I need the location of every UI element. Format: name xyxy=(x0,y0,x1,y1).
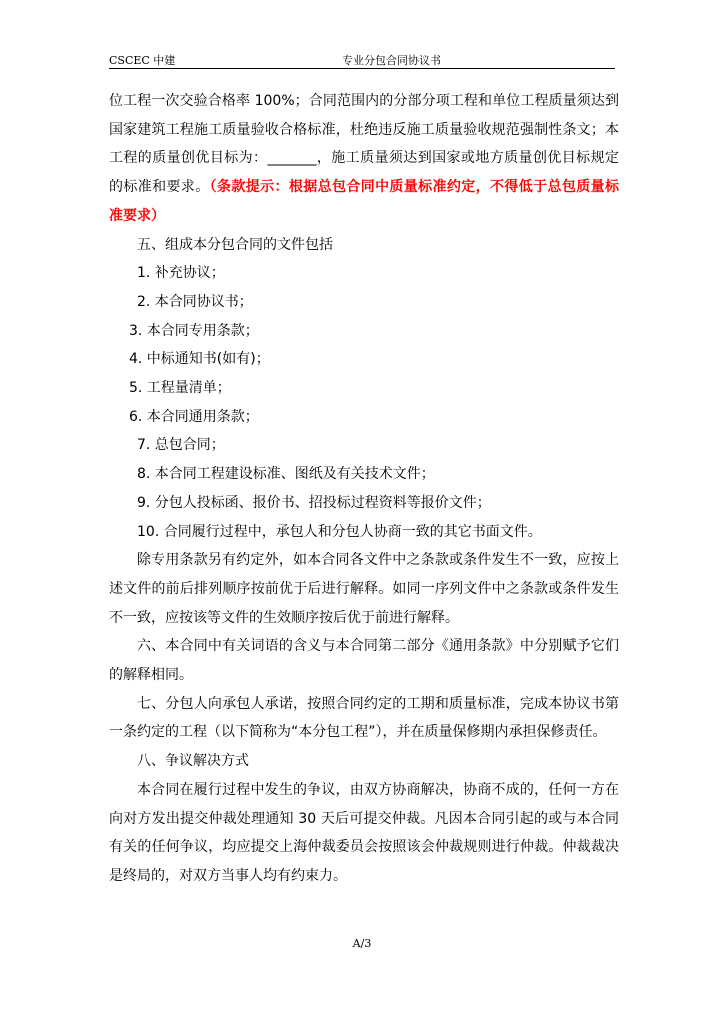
quality-text: 位工程一次交验合格率 100%；合同范围内的分部分项工程和单位工程质量须达到国家建筑工程施工质量验收合格标准，杜绝违反施工质量验收规范强制性条文；本工程的质量创优目标为：_______，施工质量须达到国家或地方质量创优目标规定的标准和要求。 xyxy=(109,93,619,196)
doc-item: 6. 本合同通用条款； xyxy=(129,408,259,425)
page-header xyxy=(109,50,615,69)
doc-item: 5. 工程量清单； xyxy=(129,380,231,397)
section-8-title: 八、争议解决方式 xyxy=(137,753,249,770)
doc-item: 8. 本合同工程建设标准、图纸及有关技术文件； xyxy=(137,466,435,483)
clause-hint: （条款提示：根据总包合同中质量标准约定，不得低于总包质量标准要求） xyxy=(109,179,620,224)
quality-paragraph xyxy=(109,87,619,231)
document-body xyxy=(109,87,619,891)
doc-item: 9. 分包人投标函、报价书、招投标过程资料等报价文件； xyxy=(137,494,491,511)
header-company: CSCEC 中建 xyxy=(109,54,176,67)
doc-item: 2. 本合同协议书； xyxy=(137,293,253,310)
dispute-paragraph: 本合同在履行过程中发生的争议，由双方协商解决，协商不成的，任何一方在向对方发出提交仲裁处理通知 30 天后可提交仲裁。凡因本合同引起的或与本合同有关的任何争议，均应提交上海仲裁委员会按照该会仲裁规则进行仲裁。仲裁裁决是终局的，对双方当事人均有约束力。 xyxy=(109,781,619,884)
section-6: 六、本合同中有关词语的含义与本合同第二部分《通用条款》中分别赋予它们的解释相同。 xyxy=(109,638,619,684)
doc-item: 1. 补充协议； xyxy=(137,265,225,282)
precedence-paragraph: 除专用条款另有约定外，如本合同各文件中之条款或条件发生不一致，应按上述文件的前后排列顺序按前优于后进行解释。如同一序列文件中之条款或条件发生不一致，应按该等文件的生效顺序按后优于前进行解释。 xyxy=(109,552,619,626)
doc-item: 4. 中标通知书(如有)； xyxy=(129,351,270,368)
doc-item: 7. 总包合同； xyxy=(137,437,225,454)
page-number: A/3 xyxy=(352,937,372,950)
doc-item: 3. 本合同专用条款； xyxy=(129,322,259,339)
section-7: 七、分包人向承包人承诺，按照合同约定的工期和质量标准，完成本协议书第一条约定的工程（以下简称为“本分包工程”），并在质量保修期内承担保修责任。 xyxy=(109,695,619,741)
section-5-title: 五、组成本分包合同的文件包括 xyxy=(137,236,333,253)
doc-item: 10. 合同履行过程中，承包人和分包人协商一致的其它书面文件。 xyxy=(137,523,542,540)
header-title: 专业分包合同协议书 xyxy=(342,54,441,67)
